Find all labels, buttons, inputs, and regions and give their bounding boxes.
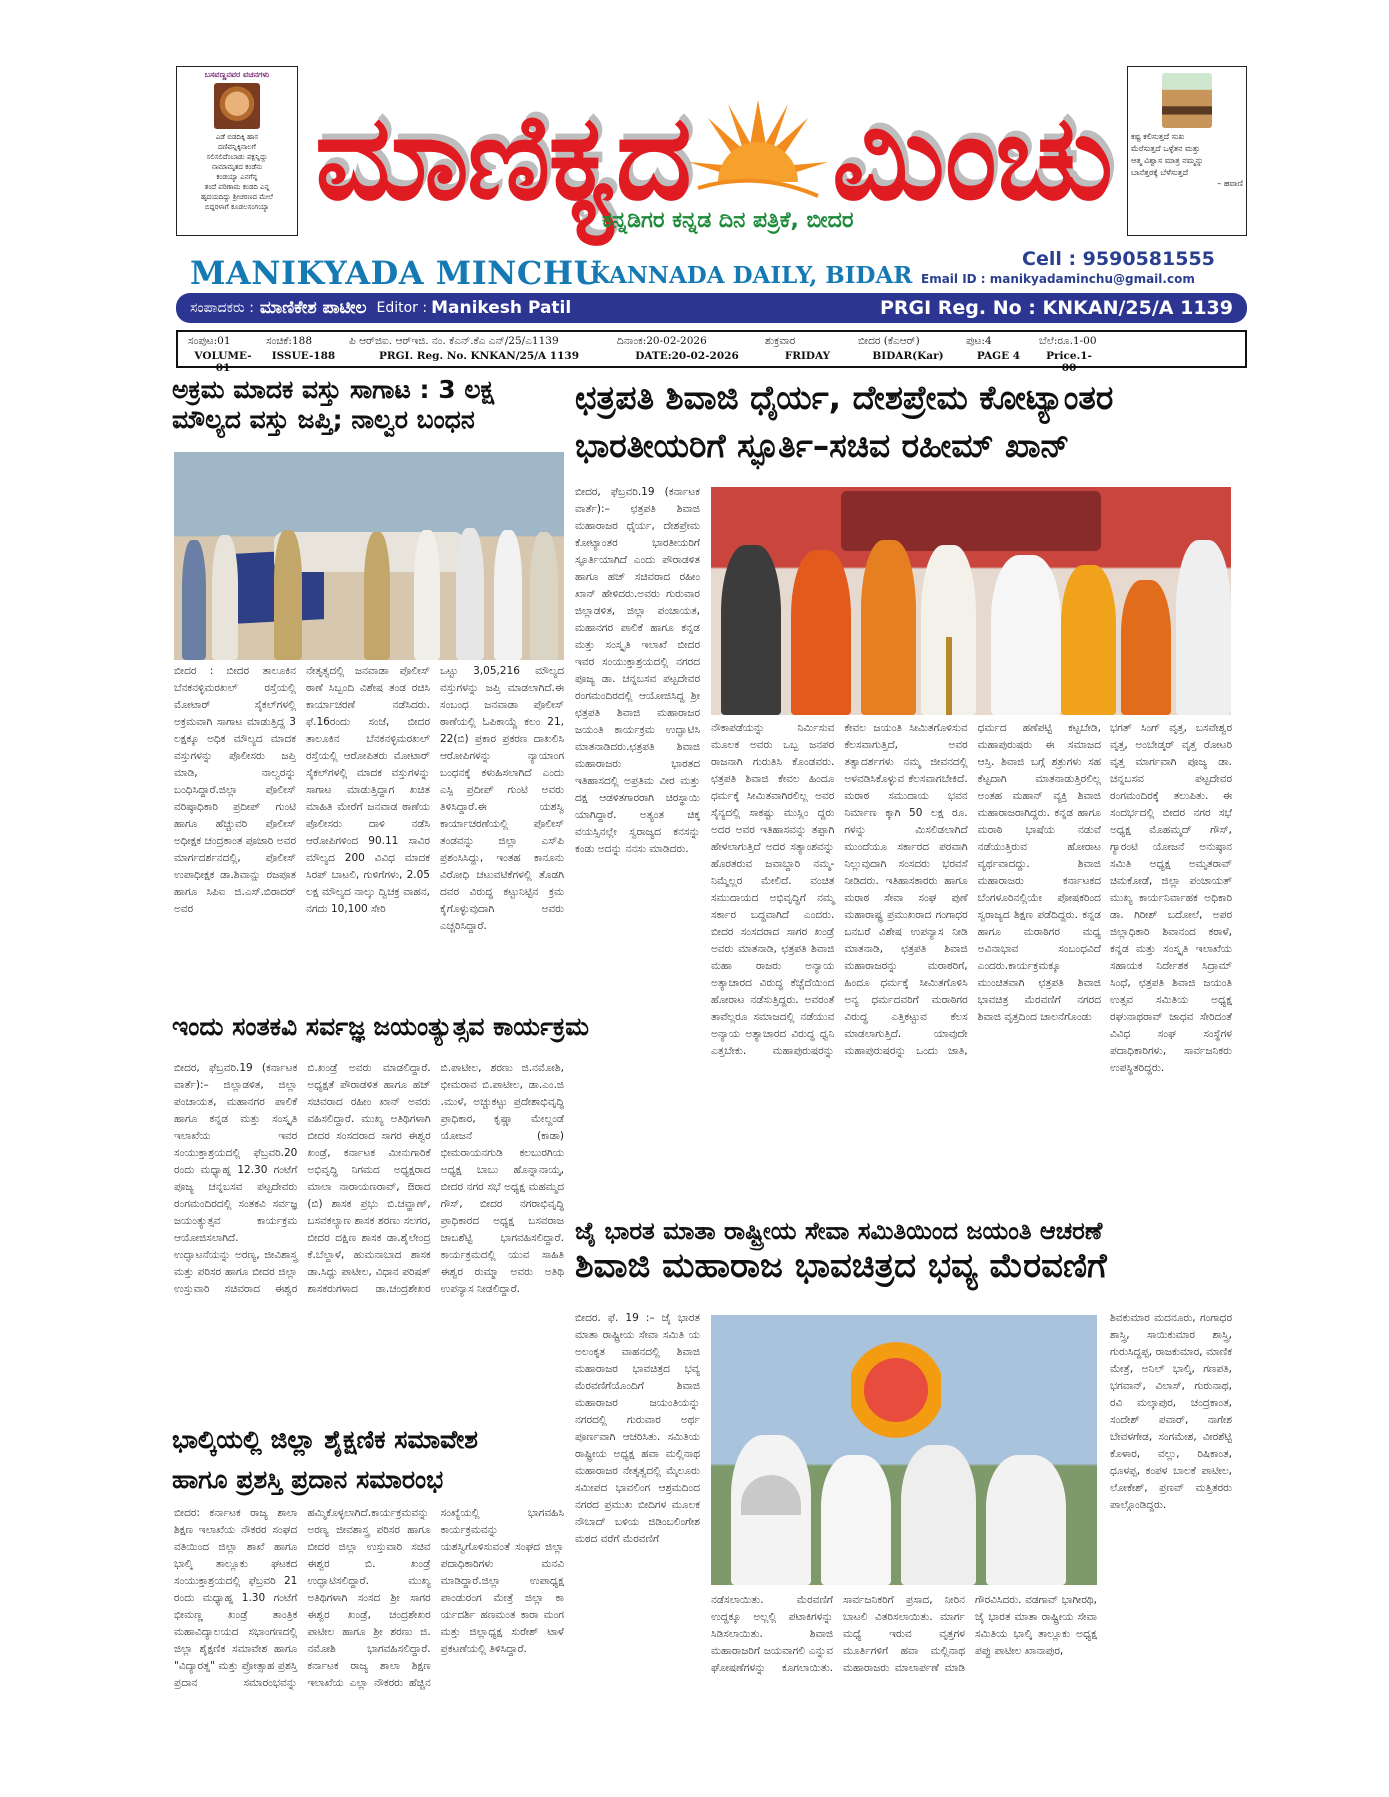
english-title: MANIKYADA MINCHU: [190, 254, 603, 292]
basavanna-vachana-box: [176, 66, 298, 236]
quote-line: ಬಾನೆತ್ತರಕ್ಕೆ ಬೆಳೆಸುತ್ತದೆ: [1131, 168, 1189, 177]
info-en-4: FRIDAY: [784, 350, 831, 362]
procession-body-cols: ನಡೆಸಲಾಯಿತು. ಮೆರವಣಿಗೆ ಉದ್ದಕ್ಕೂ ಅಲ್ಲಲ್ಲಿ ಪಟಾಕಿಗಳನ್ನು ಸಿಡಿಸಲಾಯಿತು. ಶಿವಾಜಿ ಮಹಾರಾಜರಿಗೆ ಜಯವಾಗಲಿ ಎನ್ನುವ ಘೋಷಣೆಗಳನ್ನು ಕೂಗಲಾಯಿತು. ಸಾರ್ವಜನಿಕರಿಗೆ ಪ್ರಸಾದ, ನೀರಿನ ಬಾಟಲಿ ವಿತರಿಸಲಾಯಿತು. ಮಾರ್ಗ ಮಧ್ಯೆ ಇರುವ ವೃತ್ತಗಳ ಮೂರ್ತಿಗಳಿಗೆ ಹವಾ ಮಲ್ಲಿನಾಥ ಮಹಾರಾಜರು ಮಾಲಾರ್ಪಣೆ ಮಾಡಿ ಗೌರವಿಸಿದರು. ವಡಗಾವ್ ಭಾಗೀರಥಿ, ಜೈ ಭಾರತ ಮಾತಾ ರಾಷ್ಟ್ರೀಯ ಸೇವಾ ಸಮಿತಿಯ ಭಾಲ್ಕಿ ತಾಲ್ಲೂಕು ಅಧ್ಯಕ್ಷ ಪಪ್ಪು ಪಾಟೀಲ ಖಾನಾಪುರ,: [711, 1594, 1097, 1674]
info-kn-6: ಪುಟ:4: [966, 335, 992, 347]
procession-headline-line2: ಶಿವಾಜಿ ಮಹಾರಾಜ ಭಾವಚಿತ್ರದ ಭವ್ಯ ಮೆರವಣಿಗೆ: [575, 1245, 1107, 1286]
bhalki-headline: [172, 1420, 572, 1500]
drugs-headline-line2: ಮೌಲ್ಯದ ವಸ್ತು ಜಪ್ತಿ; ನಾಲ್ವರ ಬಂಧನ: [172, 405, 475, 434]
vachana-line: ಸಲಿಸಲಿದೆಂಬಾಡು ಪಕ್ಷನ್ನಿದ್ದು: [206, 153, 268, 161]
editor-band: [176, 293, 1247, 323]
procession-body-side: ಬೀದರ. ಫೆ. 19 :– ಜೈ ಭಾರತ ಮಾತಾ ರಾಷ್ಟ್ರೀಯ ಸೇವಾ ಸಮಿತಿ ಯ ಅಲಂಕೃತ ವಾಹನದಲ್ಲಿ ಶಿವಾಜಿ ಮಹಾರಾಜರ ಭಾವಚಿತ್ರದ ಭವ್ಯ ಮೆರವಣಿಗೆಯೊಂದಿಗೆ ಶಿವಾಜಿ ಮಹಾರಾಜರ ಜಯಂತಿಯನ್ನು ನಗರದಲ್ಲಿ ಗುರುವಾರ ಅರ್ಥ ಪೂರ್ಣವಾಗಿ ಆಚರಿಸಿತು. ಸಮಿತಿಯ ರಾಷ್ಟ್ರೀಯ ಅಧ್ಯಕ್ಷ ಹವಾ ಮಲ್ಲಿನಾಥ ಮಹಾರಾಜರ ನೇತೃತ್ವದಲ್ಲಿ ಮೈಲೂರು ಸಮೀಪದ ಭಾವಲಿಂಗ ಆಶ್ರಮದಿಂದ ನಗರದ ಪ್ರಮುಖ ಬೀದಿಗಳ ಮೂಲಕ ನೌಬಾದ್ ಬಳಿಯ ಜಿಡಿಂಬಲಿಂಗೇಶ ಮಠದ ವರೆಗೆ ಮೆರವಣಿಗೆ: [575, 1312, 700, 1545]
vachana-line: ಕಂಡಯ್ಯಾ ಎನಗೆನ್ನ: [216, 173, 258, 181]
info-en-5: BIDAR(Kar): [872, 350, 944, 362]
shivaji-headline: [575, 374, 1240, 470]
right-quote-box: [1127, 66, 1247, 236]
quote-line: ಆತ್ಮ ವಿಶ್ವಾಸ ಮಾತ್ರ ನಮ್ಮನ್ನು: [1131, 156, 1204, 165]
prgi-reg-number: PRGI Reg. No : KNKAN/25/A 1139: [879, 297, 1233, 319]
vachana-line: ದಣಿವನ್ನಿಕ್ಕಿನಾಲಗೆ: [218, 143, 256, 151]
info-en-0: VOLUME-01: [194, 350, 252, 374]
procession-body-right: ಶಿವಕುಮಾರ ಮದನೂರು, ಗಂಗಾಧರ ಶಾಸ್ತ್ರಿ, ಸಾಯಿಕುಮಾರ ಶಾಸ್ತ್ರಿ, ಗುರುಸಿದ್ದಪ್ಪ, ರಾಜಕುಮಾರ, ಮಾಣಿಕ ಮೇತ್ರೆ, ಅನಿಲ್ ಭಾಲ್ಕಿ, ಗಣಪತಿ, ಭಗವಾನ್, ವಿಲಾಸ್, ಗುರುನಾಥ, ರವಿ ಮಲ್ಕಾಪುರ, ಚಂದ್ರಕಾಂತ, ಸಂದೇಶ್ ಪವಾರ್, ನಾಗೇಶ ಬೇವಳಗೇಡ, ಸಂಗಮೇಶ, ವೀರಶೆಟ್ಟಿ ಕೊಳಾರ, ವಲ್ಲು, ರಿಷಿಕಾಂತ, ಧೂಳಪ್ಪ, ಕಂಪಳ ಬಾಲಕೆ ಪಾಟೀಲ, ಲೋಕೇಶ್, ಪ್ರಣವ್ ಮತ್ತಿತರರು ಪಾಲ್ಗೊಂಡಿದ್ದರು.: [1110, 1312, 1232, 1511]
vachana-title: ಬಸವಣ್ಣನವರ ವಚನಗಳು: [204, 70, 270, 79]
quote-line: ಕಷ್ಟ ಕಲಿಸುತ್ತದೆ ಸುಖ: [1131, 132, 1185, 141]
editor-name-en: Manikesh Patil: [431, 298, 572, 318]
shivaji-headline-line2: ಭಾರತೀಯರಿಗೆ ಸ್ಫೂರ್ತಿ–ಸಚಿವ ರಹೀಮ್ ಖಾನ್: [575, 426, 1070, 465]
info-en-6: PAGE 4: [976, 350, 1021, 362]
info-kn-3: ದಿನಾಂಕ:20-02-2026: [617, 335, 707, 347]
procession-headline-line1: ಜೈ ಭಾರತ ಮಾತಾ ರಾಷ್ಟ್ರೀಯ ಸೇವಾ ಸಮಿತಿಯಿಂದ ಜಯಂತಿ ಆಚರಣೆ: [575, 1217, 1103, 1245]
vachana-line: ಎಡೆ ಬಿಡದಿಕ್ಕಿ ಹಾಸ: [215, 133, 259, 141]
basavanna-portrait: [214, 83, 260, 129]
info-en-3: DATE:20-02-2026: [635, 350, 739, 362]
garland-portrait: [851, 1325, 941, 1455]
editor-name-kn: ಮಾಣಿಕೇಶ ಪಾಟೀಲ: [259, 298, 367, 318]
info-kn-7: ಬೆಲೆ:ರೂ.1-00: [1039, 335, 1097, 347]
bhalki-body: ಬೀದರ: ಕರ್ನಾಟಕ ರಾಜ್ಯ ಶಾಲಾ ಶಿಕ್ಷಣ ಇಲಾಖೆಯ ನೌಕರರ ಸಂಘದ ವತಿಯಿಂದ ಜಿಲ್ಲಾ ಶಾಖೆ ಹಾಗೂ ಭಾಲ್ಕಿ ತಾಲ್ಲೂಕು ಘಟಕದ ಸಂಯುಕ್ತಾಶ್ರಯದಲ್ಲಿ ಫೆಬ್ರವರಿ 21 ರಂದು ಮಧ್ಯಾಹ್ನ 1.30 ಗಂಟೆಗೆ ಭೀಮಣ್ಣ ಖಂಡ್ರೆ ತಾಂತ್ರಿಕ ಮಹಾವಿದ್ಯಾಲಯದ ಸಭಾಂಗಣದಲ್ಲಿ ಜಿಲ್ಲಾ ಶೈಕ್ಷಣಿಕ ಸಮಾವೇಶ ಹಾಗೂ "ವಿದ್ಯಾರತ್ನ" ಮತ್ತು ಪ್ರೋತ್ಸಾಹ ಪ್ರಶಸ್ತಿ ಪ್ರದಾನ ಸಮಾರಂಭವನ್ನು ಹಮ್ಮಿಕೊಳ್ಳಲಾಗಿದೆ.ಕಾರ್ಯಕ್ರಮವನ್ನು ಅರಣ್ಯ ಜೀವಶಾಸ್ತ್ರ ಪರಿಸರ ಹಾಗೂ ಬೀದರ ಜಿಲ್ಲಾ ಉಸ್ತುವಾರಿ ಸಚಿವ ಈಶ್ವರ ಬಿ. ಖಂಡ್ರೆ ಉದ್ಘಾಟಿಸಲಿದ್ದಾರೆ. ಮುಖ್ಯ ಅತಿಥಿಗಳಾಗಿ ಸಂಸದ ಶ್ರೀ ಸಾಗರ ಈಶ್ವರ ಖಂಡ್ರೆ, ಚಂದ್ರಶೇಖರ ಪಾಟೀಲ ಹಾಗೂ ಶ್ರೀ ಶರಣು ಜಿ. ನಮೋಶಿ ಭಾಗವಹಿಸಲಿದ್ದಾರೆ. ಕರ್ನಾಟಕ ರಾಜ್ಯ ಶಾಲಾ ಶಿಕ್ಷಣ ಇಲಾಖೆಯ ಎಲ್ಲಾ ನೌಕರರು ಹೆಚ್ಚಿನ ಸಂಖ್ಯೆಯಲ್ಲಿ ಭಾಗವಹಿಸಿ ಕಾರ್ಯಕ್ರಮವನ್ನು ಯಶಸ್ವಿಗೊಳಿಸುವಂತೆ ಸಂಘದ ಜಿಲ್ಲಾ ಪದಾಧಿಕಾರಿಗಳು ಮನವಿ ಮಾಡಿದ್ದಾರೆ.ಜಿಲ್ಲಾ ಉಪಾಧ್ಯಕ್ಷ ಪಾಂಡುರಂಗ ಮೇತ್ರೆ ಜಿಲ್ಲಾ ಕಾ ರ್ಯದರ್ಶಿ ಹಣಮಂತ ಕಾರಾ ಮಂಗ ಮತ್ತು ಜಿಲ್ಲಾಧ್ಯಕ್ಷ ಸುರೇಶ್ ಟಾಳೆ ಪ್ರಕಟಣೆಯಲ್ಲಿ ತಿಳಿಸಿದ್ದಾರೆ.: [174, 1507, 564, 1689]
vachana-line: ತಂದೆ ಪರಿಣಾಮ ಕಂಡದಿ ಎನ್ನ: [204, 183, 270, 191]
masthead-title-part1: ಮಾಣಿಕ್ಯದ: [315, 88, 691, 226]
editor-label-en: Editor :: [376, 300, 428, 316]
issue-info-bar: [176, 330, 1247, 374]
shivaji-jayanti-photo: [711, 487, 1231, 715]
masthead-title-part2: ಮಿಂಚು: [832, 88, 1112, 226]
quote-author: – ಹವಾಣಿ: [1217, 179, 1243, 188]
shivaji-headline-line1: ಛತ್ರಪತಿ ಶಿವಾಜಿ ಧೈರ್ಯ, ದೇಶಪ್ರೇಮ ಕೋಟ್ಯಾಂತರ: [575, 378, 1114, 417]
info-kn-2: ಪಿ ಆರ್‌ಜಿಐ. ಆರ್‌ಇಜಿ. ನಂ. ಕೆಎನ್.ಕೆಎ ಎನ್/25/ಎ1139: [349, 335, 559, 347]
procession-photo: [711, 1315, 1097, 1585]
drugs-body-col3: ಒಟ್ಟು 3,05,216 ಮೌಲ್ಯದ ವಸ್ತುಗಳನ್ನು ಜಪ್ತಿ ಮಾಡಲಾಗಿದೆ.ಈ ಸಂಬಂಧ ಜನವಾಡಾ ಪೊಲೀಸ್ ಠಾಣೆಯಲ್ಲಿ ಓಪಿಕಾಯ್ದೆ ಕಲಂ 21, 22(ಬಿ) ಪ್ರಕಾರ ಪ್ರಕರಣ ದಾಖಲಿಸಿ ಆರೋಪಿಗಳನ್ನು ನ್ಯಾಯಾಂಗ ಬಂಧನಕ್ಕೆ ಕಳುಹಿಸಲಾಗಿದೆ ಎಂದು ಎಸ್ಪಿ ಪ್ರದೀಪ್ ಗುಂಟಿ ಅವರು ತಿಳಿಸಿದ್ದಾರೆ.ಈ ಯಶಸ್ವಿ ಕಾರ್ಯಾಚರಣೆಯಲ್ಲಿ ಪೊಲೀಸ್ ತಂಡವನ್ನು ಜಿಲ್ಲಾ ಎಸ್‌ಪಿ ಪ್ರಶಂಸಿಸಿದ್ದು, ಇಂತಹ ಕಾನೂನು ವಿರೋಧಿ ಚಟುವಟಿಕೆಗಳಲ್ಲಿ ತೊಡಗಿ ದವರ ವಿರುದ್ಧ ಕಟ್ಟುನಿಟ್ಟಿನ ಕ್ರಮ ಕೈಗೊಳ್ಳುವುದಾಗಿ ಅವರು ಎಚ್ಚರಿಸಿದ್ದಾರೆ.: [440, 665, 564, 932]
lamp-stand: [946, 637, 952, 715]
quote-text: [1131, 131, 1243, 179]
drugs-seizure-photo: [174, 452, 564, 660]
info-en-7: Price.1-00: [1046, 350, 1092, 374]
shivaji-body-cols: ನೌಕಾಪಡೆಯನ್ನು ನಿರ್ಮಿಸುವ ಮೂಲಕ ಅವರು ಒಬ್ಬ ಜನಪರ ರಾಜನಾಗಿ ಗುರುತಿಸಿ ಕೊಂಡವರು. ಛತ್ರಪತಿ ಶಿವಾಜಿ ಕೇವಲ ಹಿಂದೂ ಧರ್ಮಕ್ಕೆ ಸೀಮಿತವಾಗಿರಲಿಲ್ಲ ಅವರ ಸೈನ್ಯದಲ್ಲಿ ಸಾಕಷ್ಟು ಮುಸ್ಲಿಂ ದ್ದರು ಅದರ ಅವರ ಇತಿಹಾಸವನ್ನು ತಪ್ಪಾಗಿ ಹೇಳಲಾಗುತ್ತಿದೆ ಅದರ ಸತ್ಯಾಂಶವನ್ನು ಹೊರತರುವ ಜವಾಬ್ದಾರಿ ನಮ್ಮ-ನಿಮ್ಮೆಲ್ಲರ ಮೇಲಿದೆ. ವಂಚಿತ ಸಮುದಾಯದ ಅಭಿವೃದ್ಧಿಗೆ ನಮ್ಮ ಸರ್ಕಾರ ಬದ್ಧವಾಗಿದೆ ಎಂದರು. ಬೀದರ ಸಂಸದರಾದ ಸಾಗರ ಖಂಡ್ರೆ ಅವರು ಮಾತನಾಡಿ, ಛತ್ರಪತಿ ಶಿವಾಜಿ ಮಹಾ ರಾಜರು ಅನ್ಯಾಯ ಅತ್ಯಾಚಾರದ ವಿರುದ್ಧ ಕೆಚ್ಚೆದೆಯಿಂದ ಹೋರಾಟ ನಡೆಸುತ್ತಿದ್ದರು. ಅವರಂತೆ ತಾವೆಲ್ಲರೂ ಸಮಾಜದಲ್ಲಿ ನಡೆಯುವ ಅನ್ಯಾಯ ಅತ್ಯಾಚಾರದ ವಿರುದ್ಧ ಧ್ವನಿ ಎತ್ತಬೇಕು. ಮಹಾಪುರುಷರನ್ನು ಕೇವಲ ಜಯಂತಿ ಸೀಮಿತಗೊಳಿಸುವ ಕೆಲಸವಾಗುತ್ತಿದೆ, ಅವರ ತತ್ವಾದರ್ಶಗಳು ನಮ್ಮ ಜೀವನದಲ್ಲಿ ಅಳವಡಿಸಿಕೊಳ್ಳುವ ಕೆಲಸವಾಗಬೇಕಿದೆ. ಮರಾಠ ಸಮುದಾಯ ಭವನ ನಿರ್ಮಾಣ ಕ್ಕಾಗಿ 50 ಲಕ್ಷ ರೂ. ಗಳನ್ನು ಮಿಸಲಿಡಲಾಗಿದೆ ಮುಂದೆಯೂ ಸರ್ಕಾರದ ಪರವಾಗಿ ನಿಲ್ಲುವುದಾಗಿ ಸಂಸದರು ಭರವಸೆ ನೀಡಿದರು. ಇತಿಹಾಸಕಾರರು ಹಾಗೂ ಮರಾಠ ಸೇವಾ ಸಂಘ ಪುಣೆ ಮಹಾರಾಷ್ಟ್ರ ಪ್ರಮುಖರಾದ ಗಂಗಾಧರ ಬನಬರೆ ವಿಶೇಷ ಉಪನ್ಯಾಸ ನೀಡಿ ಮಾತನಾಡಿ, ಛತ್ರಪತಿ ಶಿವಾಜಿ ಮಹಾರಾಜರನ್ನು ಮರಾಠರಿಗೆ, ಹಿಂದೂ ಧರ್ಮಕ್ಕೆ ಸೀಮಿತಗೊಳಿಸಿ ಅನ್ಯ ಧರ್ಮದವರಿಗೆ ಮರಾಠಿಗರ ವಿರುದ್ಧ ಎತ್ತಿಕಟ್ಟುವ ಕೆಲಸ ಮಾಡಲಾಗುತ್ತಿದೆ. ಯಾವುದೇ ಮಹಾಪುರುಷರನ್ನು ಒಂದು ಜಾತಿ, ಧರ್ಮದ ಹಣೆಪಟ್ಟಿ ಕಟ್ಟಬೇಡಿ, ಮಹಾಪುರುಷರು ಈ ಸಮಾಜದ ಆಸ್ತಿ. ಶಿವಾಜಿ ಬಗ್ಗೆ ಶತ್ರುಗಳು ಸಹ ಕೆಟ್ಟದಾಗಿ ಮಾತನಾಡುತ್ತಿರಲಿಲ್ಲ ಅಂತಹ ಮಹಾನ್ ವ್ಯಕ್ತಿ ಶಿವಾಜಿ ಮಹಾರಾಜರಾಗಿದ್ದರು. ಕನ್ನಡ ಹಾಗೂ ಮರಾಠಿ ಭಾಷೆಯ ನಡುವೆ ನಡೆಯುತ್ತಿರುವ ಹೋರಾಟ ವ್ಯರ್ಥವಾದದ್ದು. ಶಿವಾಜಿ ಮಹಾರಾಜರು ಕರ್ನಾಟಕದ ಬೆಂಗಳೂರಿನಲ್ಲಿಯೇ ಪೋಷಕರಿಂದ ಸ್ವರಾಜ್ಯದ ಶಿಕ್ಷಣ ಪಡೆದಿದ್ದರು. ಕನ್ನಡ ಹಾಗೂ ಮರಾಠಿಗರ ಮಧ್ಯ ಅವಿನಾಭಾವ ಸಂಬಂಧವಿದೆ ಎಂದರು.ಕಾರ್ಯಕ್ರಮಕ್ಕೂ ಮುಂಚಿತವಾಗಿ ಛತ್ರಪತಿ ಶಿವಾಜಿ ಭಾವಚಿತ್ರ ಮೆರವಣಿಗೆ ನಗರದ ಶಿವಾಜಿ ವೃತ್ತದಿಂದ ಚಾಲನೆಗೊಂಡು: [711, 722, 1101, 1057]
bhalki-headline-line1: ಭಾಲ್ಕಿಯಲ್ಲಿ ಜಿಲ್ಲಾ ಶೈಕ್ಷಣಿಕ ಸಮಾವೇಶ: [172, 1425, 479, 1454]
vachana-line: ಬಿದ್ದರಳಾಗೆ ಕೂಡಲಸಂಗಯ್ಯಾ: [204, 203, 270, 211]
info-en-2: PRGI. Reg. No. KNKAN/25/A 1139: [378, 350, 580, 362]
english-subtitle: KANNADA DAILY, BIDAR: [590, 262, 913, 289]
sarvajna-body: ಬೀದರ, ಫೆಬ್ರವರಿ.19 (ಕರ್ನಾಟಕ ವಾರ್ತೆ):– ಜಿಲ್ಲಾಡಳಿತ, ಜಿಲ್ಲಾ ಪಂಚಾಯತ, ಮಹಾನಗರ ಪಾಲಿಕೆ ಹಾಗೂ ಕನ್ನಡ ಮತ್ತು ಸಂಸ್ಕೃತಿ ಇಲಾಖೆಯ ಇವರ ಸಂಯುಕ್ತಾಶ್ರಯದಲ್ಲಿ ಫೆಬ್ರವರಿ.20 ರಂದು ಮಧ್ಯಾಹ್ನ 12.30 ಗಂಟೆಗೆ ಪೂಜ್ಯ ಚನ್ನಬಸವ ಪಟ್ಟದೇವರು ರಂಗಮಂದಿರದಲ್ಲಿ ಸಂತಕವಿ ಸರ್ವಜ್ಞ ಜಯಂತ್ಯುತ್ಸವ ಕಾರ್ಯಕ್ರಮ ಆಯೋಜಿಸಲಾಗಿದೆ. ಉದ್ಘಾಟನೆಯನ್ನು ಅರಣ್ಯ, ಜೀವಿಶಾಸ್ತ್ರ ಮತ್ತು ಪರಿಸರ ಹಾಗೂ ಬೀದರ ಜಿಲ್ಲಾ ಉಸ್ತುವಾರಿ ಸಚಿವರಾದ ಈಶ್ವರ ಬಿ.ಖಂಡ್ರೆ ಅವರು ಮಾಡಲಿದ್ದಾರೆ. ಅಧ್ಯಕ್ಷತೆ ಪೌರಾಡಳಿತ ಹಾಗೂ ಹಜ್ ಸಚಿವರಾದ ರಹೀಂ ಖಾನ್ ಅವರು ವಹಿಸಲಿದ್ದಾರೆ. ಮುಖ್ಯ ಅತಿಥಿಗಳಾಗಿ ಬೀದರ ಸಂಸದರಾದ ಸಾಗರ ಈಶ್ವರ ಖಂಡ್ರೆ, ಕರ್ನಾಟಕ ಮೀನುಗಾರಿಕೆ ಅಭಿವೃದ್ಧಿ ನಿಗಮದ ಅಧ್ಯಕ್ಷರಾದ ಮಾಲಾ ನಾರಾಯಣರಾವ್, ಔರಾದ (ಬಿ) ಶಾಸಕ ಪ್ರಭು ಬಿ.ಚವ್ಹಾಣ್, ಬಸವಕಲ್ಯಾಣ ಶಾಸಕ ಶರಣು ಸಲಗರ, ಬೀದರ ದಕ್ಷಿಣ ಶಾಸಕ ಡಾ.ಶೈಲೇಂದ್ರ ಕೆ.ಬೆಲ್ದಾಳೆ, ಹುಮನಾಬಾದ ಶಾಸಕ ಡಾ.ಸಿದ್ದು ಪಾಟೀಲ, ವಿಧಾನ ಪರಿಷತ್ ಶಾಸಕರುಗಳಾದ ಡಾ.ಚಂದ್ರಶೇಖರ ಬಿ.ಪಾಟೀಲ, ಶರಣು ಜಿ.ನಮೋಶಿ, ಭೀಮರಾವ ಬಿ.ಪಾಟೀಲ, ಡಾ.ಎಂ.ಜಿ .ಮುಳೆ, ಅಚ್ಚುಕಟ್ಟು ಪ್ರದೇಶಾಭಿವೃದ್ಧಿ ಪ್ರಾಧಿಕಾರ, ಕೃಷ್ಣಾ ಮೇಲ್ದಂಡೆ ಯೋಜನೆ (ಕಾಡಾ) ಭೀಮರಾಯನಗುಡಿ ಕಲಬುರಗಿಯ ಅಧ್ಯಕ್ಷ ಬಾಬು ಹೊನ್ನಾನಾಯ್ಕ, ಬೀದರ ನಗರ ಸಭೆ ಅಧ್ಯಕ್ಷ ಮಹಮ್ಮದ ಗೌಸ್, ಬೀದರ ನಗರಾಭಿವೃದ್ಧಿ ಪ್ರಾಧಿಕಾರದ ಅಧ್ಯಕ್ಷ ಬಸವರಾಜ ಜಾಬಶೆಟ್ಟಿ ಭಾಗವಹಿಸಲಿದ್ದಾರೆ. ಕಾರ್ಯಕ್ರಮದಲ್ಲಿ ಯುವ ಸಾಹಿತಿ ಈಶ್ವರ ರುಮ್ಮಾ ಅವರು ಅತಿಥಿ ಉಪನ್ಯಾಸ ನೀಡಲಿದ್ದಾರೆ.: [174, 1062, 564, 1295]
vachana-line: ಹೃದಯದಿದ್ದು ಶ್ರೀಚರಣದ ಮೇಲೆ: [201, 193, 273, 201]
drugs-body-col1: ಬೀದರ : ಬೀದರ ತಾಲೂಕಿನ ಬೆನಕನಳ್ಳಿಮರಖಲ್ ರಸ್ತೆಯಲ್ಲಿ ಮೋಟಾರ್ ಸೈಕಲ್‌ಗಳಲ್ಲಿ ಅಕ್ರಮವಾಗಿ ಸಾಗಾಟ ಮಾಡುತ್ತಿದ್ದ 3 ಲಕ್ಷಕ್ಕೂ ಅಧಿಕ ಮೌಲ್ಯದ ಮಾದಕ ವಸ್ತುಗಳನ್ನು ಪೊಲೀಸರು ಜಪ್ತಿ ಮಾಡಿ, ನಾಲ್ವರನ್ನು ಬಂಧಿಸಿದ್ದಾರೆ.ಜಿಲ್ಲಾ ಪೊಲೀಸ್ ವರಿಷ್ಠಾಧಿಕಾರಿ ಪ್ರದೀಪ್ ಗುಂಟಿ ಹಾಗೂ ಹೆಚ್ಚುವರಿ ಪೊಲೀಸ್ ಅಧೀಕ್ಷಕ ಚಂದ್ರಕಾಂತ ಪೂಜಾರಿ ಅವರ ಮಾರ್ಗದರ್ಶನದಲ್ಲಿ, ಪೊಲೀಸ್ ಉಪಾಧೀಕ್ಷಕ ಡಾ.ಶಿವಾನ್ಷು ರಜಪೂತ ಹಾಗೂ ಸಿಪಿಐ ಜಿ.ಎಸ್.ಬಿರಾದರ್ ಅವರ: [174, 665, 296, 915]
shivaji-body-side: ಬೀದರ, ಫೆಬ್ರವರಿ.19 (ಕರ್ನಾಟಕ ವಾರ್ತೆ):– ಛತ್ರಪತಿ ಶಿವಾಜಿ ಮಹಾರಾಜರ ಧೈರ್ಯ, ದೇಶಪ್ರೇಮ ಕೋಟ್ಯಾಂತರ ಭಾರತೀಯರಿಗೆ ಸ್ಫೂರ್ತಿಯಾಗಿದೆ ಎಂದು ಪೌರಾಡಳಿತ ಹಾಗೂ ಹಜ್ ಸಚಿವರಾದ ರಹೀಂ ಖಾನ್ ಹೇಳಿದರು.ಅವರು ಗುರುವಾರ ಜಿಲ್ಲಾಡಳಿತ, ಜಿಲ್ಲಾ ಪಂಚಾಯತ, ಮಹಾನಗರ ಪಾಲಿಕೆ ಹಾಗೂ ಕನ್ನಡ ಮತ್ತು ಸಂಸ್ಕೃತಿ ಇಲಾಖೆ ಬೀದರ ಇವರ ಸಂಯುಕ್ತಾಶ್ರಯದಲ್ಲಿ ನಗರದ ಪೂಜ್ಯ ಡಾ. ಚನ್ನಬಸವ ಪಟ್ಟದೇವರ ರಂಗಮಂದಿರದಲ್ಲಿ ಆಯೋಜಿಸಿದ್ದ ಶ್ರೀ ಛತ್ರಪತಿ ಶಿವಾಜಿ ಮಹಾರಾಜರ ಜಯಂತಿ ಕಾರ್ಯಕ್ರಮ ಉದ್ಘಾಟಿಸಿ ಮಾತನಾಡಿದರು.ಛತ್ರಪತಿ ಶಿವಾಜಿ ಮಹಾರಾಜರು ಭಾರತದ ಇತಿಹಾಸದಲ್ಲಿ ಅಪ್ರತಿಮ ವೀರ ಮತ್ತು ದಕ್ಷ ಆಡಳಿತಗಾರರಾಗಿ ಚಿರಸ್ಥಾಯಿ ಯಾಗಿದ್ದಾರೆ. ಅತ್ಯಂತ ಚಿಕ್ಕ ವಯಸ್ಸಿನಲ್ಲೇ ಸ್ವರಾಜ್ಯದ ಕನಸನ್ನು ಕಂಡು ಅದನ್ನು ನನಸು ಮಾಡಿದರು.: [575, 486, 700, 855]
drugs-headline: [172, 375, 567, 435]
info-kn-1: ಸಂಚಿಕೆ:188: [266, 335, 313, 347]
vachana-line: ನಾಮಾಮೃತದ ಕಂಡೆನು: [211, 163, 263, 171]
drugs-headline-line1: ಅಕ್ರಮ ಮಾದಕ ವಸ್ತು ಸಾಗಾಟ : 3 ಲಕ್ಷ: [172, 375, 495, 404]
email-address: Email ID : manikyadaminchu@gmail.com: [921, 272, 1195, 286]
vachana-text: [180, 132, 294, 212]
procession-headline: [575, 1217, 1240, 1287]
info-kn-5: ಬೀದರ (ಕೆಎಆರ್): [858, 335, 920, 347]
quote-line: ಮೆರೆಸುತ್ತದೆ ಒಳ್ಳೆತನ ಮತ್ತು: [1131, 144, 1201, 153]
editor-label-kn: ಸಂಪಾದಕರು :: [190, 300, 254, 316]
info-kn-4: ಶುಕ್ರವಾರ: [765, 335, 796, 347]
sarvajna-headline: ಇಂದು ಸಂತಕವಿ ಸರ್ವಜ್ಞ ಜಯಂತ್ಯುತ್ಸವ ಕಾರ್ಯಕ್ರಮ: [172, 1012, 589, 1041]
sun-logo-icon: [688, 100, 828, 214]
speaker-portrait: [1162, 73, 1212, 128]
bhalki-headline-line2: ಹಾಗೂ ಪ್ರಶಸ್ತಿ ಪ್ರದಾನ ಸಮಾರಂಭ: [172, 1465, 444, 1494]
info-kn-0: ಸಂಪುಟ:01: [188, 335, 231, 347]
shivaji-body-last: ಭಗತ್ ಸಿಂಗ್ ವೃತ್ತ, ಬಸವೇಶ್ವರ ವೃತ್ತ, ಅಂಬೇಡ್ಕರ್ ವೃತ್ತ ರೋಟರಿ ವೃತ್ತ ಮಾರ್ಗವಾಗಿ ಪೂಜ್ಯ ಡಾ. ಚನ್ನಬಸವ ಪಟ್ಟದೇವರ ರಂಗಮಂದಿರಕ್ಕೆ ತಲುಪಿತು. ಈ ಸಂದರ್ಭದಲ್ಲಿ ಬೀದರ ನಗರ ಸಭೆ ಅಧ್ಯಕ್ಷ ಮೊಹಮ್ಮದ್ ಗೌಸ್, ಗ್ಯಾರಂಟಿ ಯೋಜನೆ ಅನುಷ್ಠಾನ ಸಮಿತಿ ಅಧ್ಯಕ್ಷ ಅಮೃತರಾವ್ ಚಿಮಕೋಡೆ, ಜಿಲ್ಲಾ ಪಂಚಾಯತ್ ಮುಖ್ಯ ಕಾರ್ಯನಿರ್ವಾಹಕ ಅಧಿಕಾರಿ ಡಾ. ಗಿರೀಶ್ ಬದೋಲೆ, ಅಪರ ಜಿಲ್ಲಾಧಿಕಾರಿ ಶಿವಾನಂದ ಕರಾಳೆ, ಕನ್ನಡ ಮತ್ತು ಸಂಸ್ಕೃತಿ ಇಲಾಖೆಯ ಸಹಾಯಕ ನಿರ್ದೇಶಕ ಸಿದ್ರಾಮ್ ಸಿಂಧೆ, ಛತ್ರಪತಿ ಶಿವಾಜಿ ಜಯಂತಿ ಉತ್ಸವ ಸಮಿತಿಯ ಅಧ್ಯಕ್ಷ ರಘುನಾಥರಾವ್ ಜಾಧವ ಸೇರಿದಂತೆ ವಿವಿಧ ಸಂಘ ಸಂಸ್ಥೆಗಳ ಪದಾಧಿಕಾರಿಗಳು, ಸಾರ್ವಜನಿಕರು ಉಪಸ್ಥಿತರಿದ್ದರು.: [1110, 722, 1232, 1074]
drugs-body-col2: ನೇತೃತ್ವದಲ್ಲಿ ಜನವಾಡಾ ಪೊಲೀಸ್ ಠಾಣೆ ಸಿಬ್ಬಂದಿ ವಿಶೇಷ ತಂಡ ರಚಿಸಿ ಕಾರ್ಯಾಚರಣೆ ನಡೆಸಿದರು. ಫೆ.16ರಂದು ಸಂಜೆ, ಬೀದರ ತಾಲೂಕಿನ ಬೆನಕನಳ್ಳಿಮರಖಲ್ ರಸ್ತೆಯಲ್ಲಿ ಆರೋಪಿತರು ಮೋಟಾರ್ ಸೈಕಲ್‌ಗಳಲ್ಲಿ ಮಾದಕ ವಸ್ತುಗಳನ್ನು ಸಾಗಾಟ ಮಾಡುತ್ತಿದ್ದಾಗ ಖಚಿತ ಮಾಹಿತಿ ಮೇರೆಗೆ ಜನವಾಡ ಠಾಣೆಯ ಪೊಲೀಸರು ದಾಳಿ ನಡೆಸಿ ಆರೋಪಿಗಳಿಂದ 90.11 ಸಾವಿರ ಮೌಲ್ಯದ 200 ವಿವಿಧ ಮಾದಕ ಸಿರಪ್ ಬಾಟಲಿ, ಗುಳಿಗೆಗಳು, 2.05 ಲಕ್ಷ ಮೌಲ್ಯದ ನಾಲ್ಕು ದ್ವಿಚಕ್ರ ವಾಹನ, ನಗದು 10,100 ಸೇರಿ: [306, 665, 430, 915]
cell-number: Cell : 9590581555: [1022, 248, 1215, 270]
info-en-1: ISSUE-188: [271, 350, 336, 362]
masthead-tagline: ಕನ್ನಡಿಗರ ಕನ್ನಡ ದಿನ ಪತ್ರಿಕೆ, ಬೀದರ: [602, 208, 854, 233]
